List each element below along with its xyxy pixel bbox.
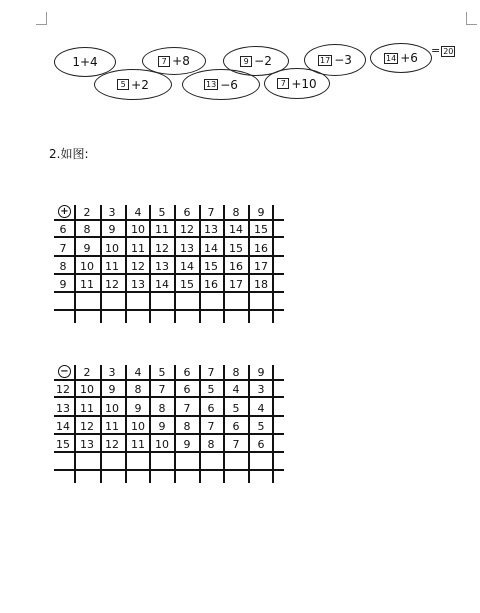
addition-table (54, 205, 286, 323)
oval-expression-3 (142, 47, 206, 75)
column-header-cell: 4 (134, 206, 142, 219)
circled-minus-icon: − (58, 365, 71, 378)
oval-expression-7 (304, 44, 366, 76)
column-header-cell: 7 (207, 366, 215, 379)
column-header-cell: 8 (232, 206, 240, 219)
grid-column-line (272, 365, 274, 483)
table-cell: 10 (80, 383, 94, 396)
table-cell: 7 (183, 402, 191, 415)
column-header-cell: 9 (257, 366, 265, 379)
oval-expression-text: +6 (400, 51, 418, 65)
table-cell: 14 (155, 278, 169, 291)
table-cell: 9 (134, 402, 142, 415)
table-cell: 13 (131, 278, 145, 291)
table-cell: 3 (257, 383, 265, 396)
table-cell: 15 (204, 260, 218, 273)
table-cell: 9 (83, 242, 91, 255)
column-header-cell: 2 (83, 366, 91, 379)
boxed-number: 9 (240, 56, 252, 67)
oval-expression-text: +10 (291, 76, 317, 91)
table-cell: 17 (254, 260, 268, 273)
boxed-number: 7 (277, 78, 289, 89)
table-cell: 10 (105, 242, 119, 255)
table-cell: 5 (207, 383, 215, 396)
boxed-number: 7 (158, 56, 170, 67)
row-header-cell: 8 (59, 260, 67, 273)
table-cell: 15 (180, 278, 194, 291)
column-header-cell: 9 (257, 206, 265, 219)
question-heading: 2.如图: (49, 147, 89, 161)
table-cell: 9 (183, 438, 191, 451)
boxed-number: 5 (117, 79, 129, 90)
boxed-number: 17 (320, 55, 331, 65)
table-cell: 8 (207, 438, 215, 451)
column-header-cell: 6 (183, 366, 191, 379)
table-cell: 13 (204, 223, 218, 236)
table-cell: 8 (83, 223, 91, 236)
oval-expression-text: +2 (131, 77, 149, 92)
table-cell: 13 (180, 242, 194, 255)
circled-plus-icon: + (58, 205, 71, 218)
row-header-cell: 14 (56, 420, 70, 433)
table-cell: 14 (180, 260, 194, 273)
table-cell: 17 (229, 278, 243, 291)
table-cell: 9 (158, 420, 166, 433)
table-cell: 8 (183, 420, 191, 433)
table-cell: 12 (155, 242, 169, 255)
table-cell: 9 (108, 383, 116, 396)
table-cell: 14 (204, 242, 218, 255)
table-cell: 4 (257, 402, 265, 415)
table-cell: 11 (105, 260, 119, 273)
oval-expression-text: 1+4 (72, 55, 98, 69)
column-header-cell: 2 (83, 206, 91, 219)
table-cell: 10 (131, 420, 145, 433)
table-cell: 10 (105, 402, 119, 415)
table-cell: 11 (80, 278, 94, 291)
column-header-cell: 5 (158, 206, 166, 219)
table-cell: 12 (105, 278, 119, 291)
table-cell: 6 (183, 383, 191, 396)
table-cell: 18 (254, 278, 268, 291)
oval-expression-text: +8 (172, 54, 190, 68)
table-cell: 13 (80, 438, 94, 451)
column-header-cell: 5 (158, 366, 166, 379)
column-header-cell: 6 (183, 206, 191, 219)
column-header-cell: 7 (207, 206, 215, 219)
table-cell: 14 (229, 223, 243, 236)
table-cell: 7 (207, 420, 215, 433)
column-header-cell: 4 (134, 366, 142, 379)
table-cell: 6 (232, 420, 240, 433)
table-cell: 7 (232, 438, 240, 451)
table-cell: 5 (232, 402, 240, 415)
boxed-number: 13 (206, 80, 217, 89)
boxed-number: 14 (386, 53, 397, 63)
column-header-cell: 3 (108, 206, 116, 219)
table-cell: 11 (131, 242, 145, 255)
subtraction-table (54, 365, 286, 483)
oval-expression-text: −2 (254, 54, 272, 68)
table-cell: 12 (105, 438, 119, 451)
table-cell: 15 (254, 223, 268, 236)
oval-expression-8 (370, 43, 432, 73)
table-cell: 6 (257, 438, 265, 451)
row-header-cell: 12 (56, 383, 70, 396)
table-cell: 16 (204, 278, 218, 291)
row-header-cell: 13 (56, 402, 70, 415)
table-cell: 10 (80, 260, 94, 273)
table-cell: 12 (180, 223, 194, 236)
equals-sign: = (431, 44, 441, 57)
row-header-cell: 15 (56, 438, 70, 451)
table-cell: 10 (155, 438, 169, 451)
final-result (431, 44, 457, 57)
table-cell: 12 (80, 420, 94, 433)
table-cell: 5 (257, 420, 265, 433)
table-cell: 7 (158, 383, 166, 396)
row-header-cell: 9 (59, 278, 67, 291)
table-cell: 8 (158, 402, 166, 415)
column-header-cell: 8 (232, 366, 240, 379)
table-cell: 11 (131, 438, 145, 451)
table-cell: 6 (207, 402, 215, 415)
row-header-cell: 6 (59, 223, 67, 236)
table-cell: 15 (229, 242, 243, 255)
grid-column-line (272, 205, 274, 323)
page-corner-mark-top-left (36, 12, 47, 25)
oval-expression-text: −3 (334, 53, 352, 67)
table-cell: 8 (134, 383, 142, 396)
page-corner-mark-top-right (466, 12, 477, 25)
table-cell: 11 (155, 223, 169, 236)
table-cell: 11 (80, 402, 94, 415)
boxed-result-number: 20 (443, 47, 454, 56)
table-cell: 13 (155, 260, 169, 273)
table-cell: 10 (131, 223, 145, 236)
table-cell: 12 (131, 260, 145, 273)
table-cell: 16 (229, 260, 243, 273)
table-cell: 11 (105, 420, 119, 433)
row-header-cell: 7 (59, 242, 67, 255)
table-cell: 4 (232, 383, 240, 396)
table-cell: 16 (254, 242, 268, 255)
oval-expression-text: −6 (220, 77, 238, 92)
column-header-cell: 3 (108, 366, 116, 379)
table-cell: 9 (108, 223, 116, 236)
